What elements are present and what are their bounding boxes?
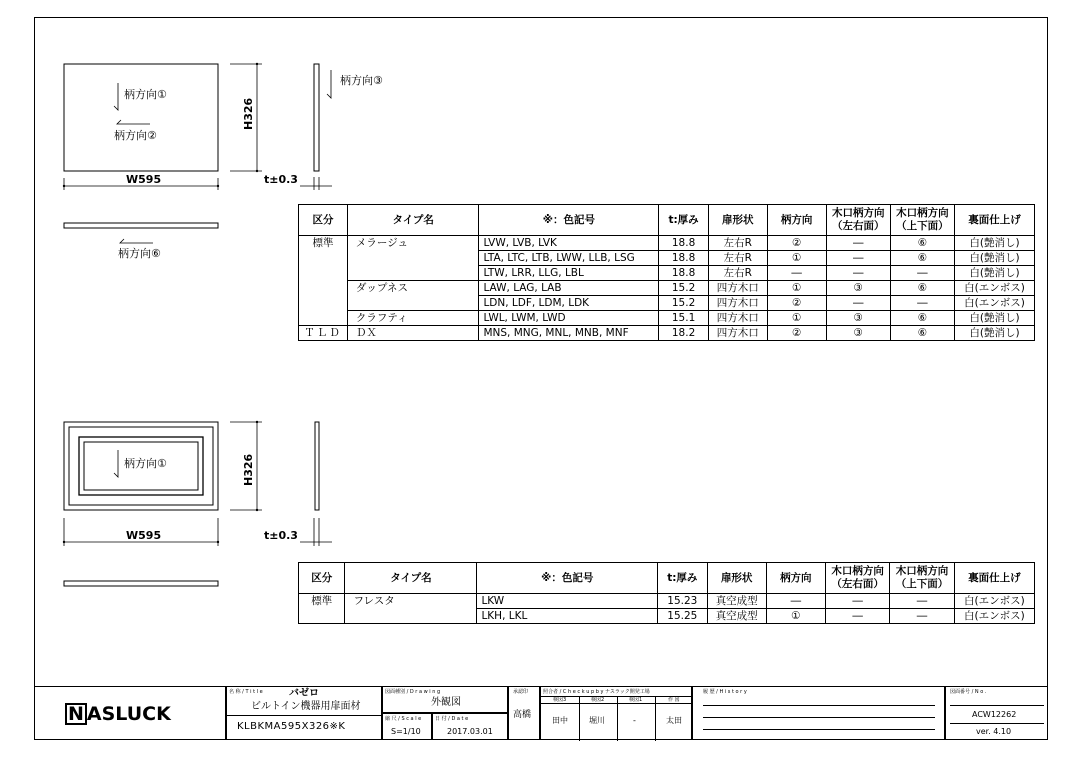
header-dir: 柄方向 (766, 563, 825, 594)
no-caption: 図面番号 / N o . (950, 689, 987, 695)
cell-type: ダップネス (347, 281, 479, 311)
date-caption: 日 付 / D a t e (435, 716, 469, 722)
approver-caption: 承認印 (513, 689, 529, 695)
cell-side_lr: ― (826, 251, 890, 266)
cell-t: 15.2 (659, 281, 708, 296)
table-row (299, 594, 1035, 609)
cell-back: 白(艶消し) (954, 326, 1034, 341)
cell-dir: ① (767, 281, 826, 296)
cell-cat: 標準 (299, 594, 345, 624)
cell-t: 18.8 (659, 266, 708, 281)
dir-label-3: 柄方向③ (340, 74, 383, 87)
check1-name: 田中 (552, 716, 568, 725)
direction-arrow-1b (114, 450, 118, 477)
cell-dir: ② (767, 326, 826, 341)
cell-shape: 左右R (708, 236, 767, 251)
panel-front-1 (64, 64, 218, 171)
panel-bottom-1 (64, 223, 218, 228)
cell-t: 18.2 (659, 326, 708, 341)
scale-cell (382, 713, 432, 740)
cell-t: 18.8 (659, 251, 708, 266)
header-dir: 柄方向 (767, 205, 826, 236)
cell-code: LKH, LKL (477, 609, 658, 624)
cell-dir: ② (767, 296, 826, 311)
product-title: バゼロ (289, 688, 319, 699)
cell-type: メラージュ (347, 236, 479, 281)
cell-side_tb: ⑥ (890, 311, 954, 326)
cell-code: LDN, LDF, LDM, LDK (479, 296, 659, 311)
cell-t: 15.1 (659, 311, 708, 326)
title-block (34, 686, 1048, 740)
dir-label-6: 柄方向⑥ (118, 247, 161, 260)
version: ver. 4.10 (976, 727, 1012, 736)
cell-code: LKW (477, 594, 658, 609)
spec-table-1 (298, 204, 1035, 341)
model-number: KLBKMA595X326※K (237, 721, 346, 732)
cell-shape: 四方木口 (708, 326, 767, 341)
approver-name: 高橋 (513, 710, 532, 720)
cell-code: LTW, LRR, LLG, LBL (479, 266, 659, 281)
cell-side_tb: ⑥ (890, 281, 954, 296)
cell-t: 15.25 (658, 609, 708, 624)
cell-shape: 左右R (708, 266, 767, 281)
cell-side_lr: ― (826, 266, 890, 281)
direction-arrow-3 (327, 70, 331, 98)
header-side-lr: 木口柄方向 （左右面） (825, 563, 889, 594)
table-row (299, 326, 1035, 341)
approver-cell (508, 686, 540, 740)
cell-back: 白(エンボス) (954, 594, 1034, 609)
cell-side_tb: ― (890, 609, 954, 624)
check2-caption: 検図2 (591, 697, 605, 703)
title-caption: 名 称 / T i t l e (229, 689, 263, 695)
cell-side_lr: ③ (826, 281, 890, 296)
cell-t: 15.2 (659, 296, 708, 311)
cell-type: フレスタ (345, 594, 477, 624)
thickness-dim-2: t±0.3 (264, 529, 298, 542)
header-type: タイプ名 (347, 205, 479, 236)
title-cell (226, 686, 382, 740)
cell-shape: 真空成型 (707, 594, 766, 609)
direction-arrow-6 (120, 239, 153, 243)
table-header (299, 563, 1035, 594)
dir-label-1b: 柄方向① (124, 457, 167, 470)
check3-caption: 検図1 (629, 697, 643, 703)
check2-name: 堀川 (589, 716, 605, 725)
header-cat: 区分 (299, 563, 345, 594)
cell-back: 白(艶消し) (954, 251, 1034, 266)
height-dim-2: H326 (242, 453, 255, 486)
thickness-dim-1: t±0.3 (264, 173, 298, 186)
header-type: タイプ名 (345, 563, 477, 594)
cell-code: LTA, LTC, LTB, LWW, LLB, LSG (479, 251, 659, 266)
panel-side-2 (315, 422, 319, 510)
cell-side_lr: ③ (826, 326, 890, 341)
direction-arrow-2 (117, 120, 150, 124)
drawing-caption: 図面種別 / D r a w i n g (385, 689, 441, 695)
panel-bottom-2 (64, 581, 218, 586)
dir-label-2: 柄方向② (114, 129, 157, 142)
cell-dir: ① (767, 311, 826, 326)
header-shape: 扉形状 (708, 205, 767, 236)
history-cell (692, 686, 945, 740)
cell-shape: 四方木口 (708, 296, 767, 311)
header-code: ※：色記号 (477, 563, 658, 594)
cell-side_tb: ⑥ (890, 236, 954, 251)
cell-back: 白(エンボス) (954, 296, 1034, 311)
check-caption: 照合者 / C h e c k u p b y ナスラック開発工場 (543, 689, 650, 695)
check1-caption: 検図3 (553, 697, 567, 703)
cell-dir: ② (767, 236, 826, 251)
header-t: t:厚み (658, 563, 708, 594)
product-subtitle: ビルトイン機器用扉面材 (251, 701, 361, 712)
header-back: 裏面仕上げ (954, 205, 1034, 236)
cell-dir: ① (766, 609, 825, 624)
cell-side_lr: ③ (826, 311, 890, 326)
header-shape: 扉形状 (707, 563, 766, 594)
cell-shape: 真空成型 (707, 609, 766, 624)
cell-side_tb: ⑥ (890, 251, 954, 266)
number-cell (945, 686, 1048, 740)
table-row (299, 281, 1035, 296)
header-back: 裏面仕上げ (954, 563, 1034, 594)
cell-code: LVW, LVB, LVK (479, 236, 659, 251)
logo-cell (34, 686, 226, 740)
header-side-lr: 木口柄方向 （左右面） (826, 205, 890, 236)
cell-t: 15.23 (658, 594, 708, 609)
cell-side_lr: ― (826, 236, 890, 251)
check3-name: - (633, 716, 636, 725)
cell-shape: 四方木口 (708, 281, 767, 296)
direction-arrow-1 (114, 83, 118, 110)
history-caption: 履 歴 / H i s t o r y (703, 689, 747, 695)
date-cell (432, 713, 508, 740)
cell-back: 白(艶消し) (954, 311, 1034, 326)
cell-side_lr: ― (825, 609, 889, 624)
cell-cat: 標準 (299, 236, 348, 326)
dir-label-1: 柄方向① (124, 88, 167, 101)
panel-side-1 (314, 64, 319, 171)
cell-back: 白(エンボス) (954, 609, 1034, 624)
header-t: t:厚み (659, 205, 708, 236)
table-header (299, 205, 1035, 236)
cell-type: クラフティ (347, 311, 479, 326)
scale-caption: 縮 尺 / S c a l e (385, 716, 422, 722)
cell-t: 18.8 (659, 236, 708, 251)
nasluck-logo: N ASLUCK (65, 703, 171, 725)
cell-dir: ― (767, 266, 826, 281)
cell-back: 白(艶消し) (954, 236, 1034, 251)
cell-side_tb: ― (890, 594, 954, 609)
check-cell (540, 686, 692, 740)
drawing-number: ACW12262 (972, 710, 1017, 719)
date-value: 2017.03.01 (447, 727, 493, 736)
cell-back: 白(艶消し) (954, 266, 1034, 281)
cell-side_lr: ― (825, 594, 889, 609)
table-row (299, 236, 1035, 251)
cell-shape: 四方木口 (708, 311, 767, 326)
cell-code: MNS, MNG, MNL, MNB, MNF (479, 326, 659, 341)
table-row (299, 311, 1035, 326)
header-side-tb: 木口柄方向 （上下面） (890, 205, 954, 236)
header-cat: 区分 (299, 205, 348, 236)
cell-back: 白(エンボス) (954, 281, 1034, 296)
cell-code: LAW, LAG, LAB (479, 281, 659, 296)
maker-caption: 作 図 (668, 697, 680, 703)
maker-name: 太田 (666, 716, 682, 725)
width-dim-2: W595 (126, 529, 162, 542)
spec-table-2 (298, 562, 1035, 624)
drawing-type: 外観図 (431, 697, 461, 708)
height-dim-1: H326 (242, 97, 255, 130)
cell-side_tb: ⑥ (890, 326, 954, 341)
width-dim-1: W595 (126, 173, 162, 186)
cell-cat: ＴＬＤ (299, 326, 348, 341)
cell-side_tb: ― (890, 296, 954, 311)
header-side-tb: 木口柄方向 （上下面） (890, 563, 954, 594)
cell-side_lr: ― (826, 296, 890, 311)
scale-value: S=1/10 (391, 727, 421, 736)
cell-shape: 左右R (708, 251, 767, 266)
cell-dir: ① (767, 251, 826, 266)
cell-side_tb: ― (890, 266, 954, 281)
cell-code: LWL, LWM, LWD (479, 311, 659, 326)
drawing-type-cell (382, 686, 508, 713)
cell-type: ＤＸ (347, 326, 479, 341)
header-code: ※：色記号 (479, 205, 659, 236)
cell-dir: ― (766, 594, 825, 609)
